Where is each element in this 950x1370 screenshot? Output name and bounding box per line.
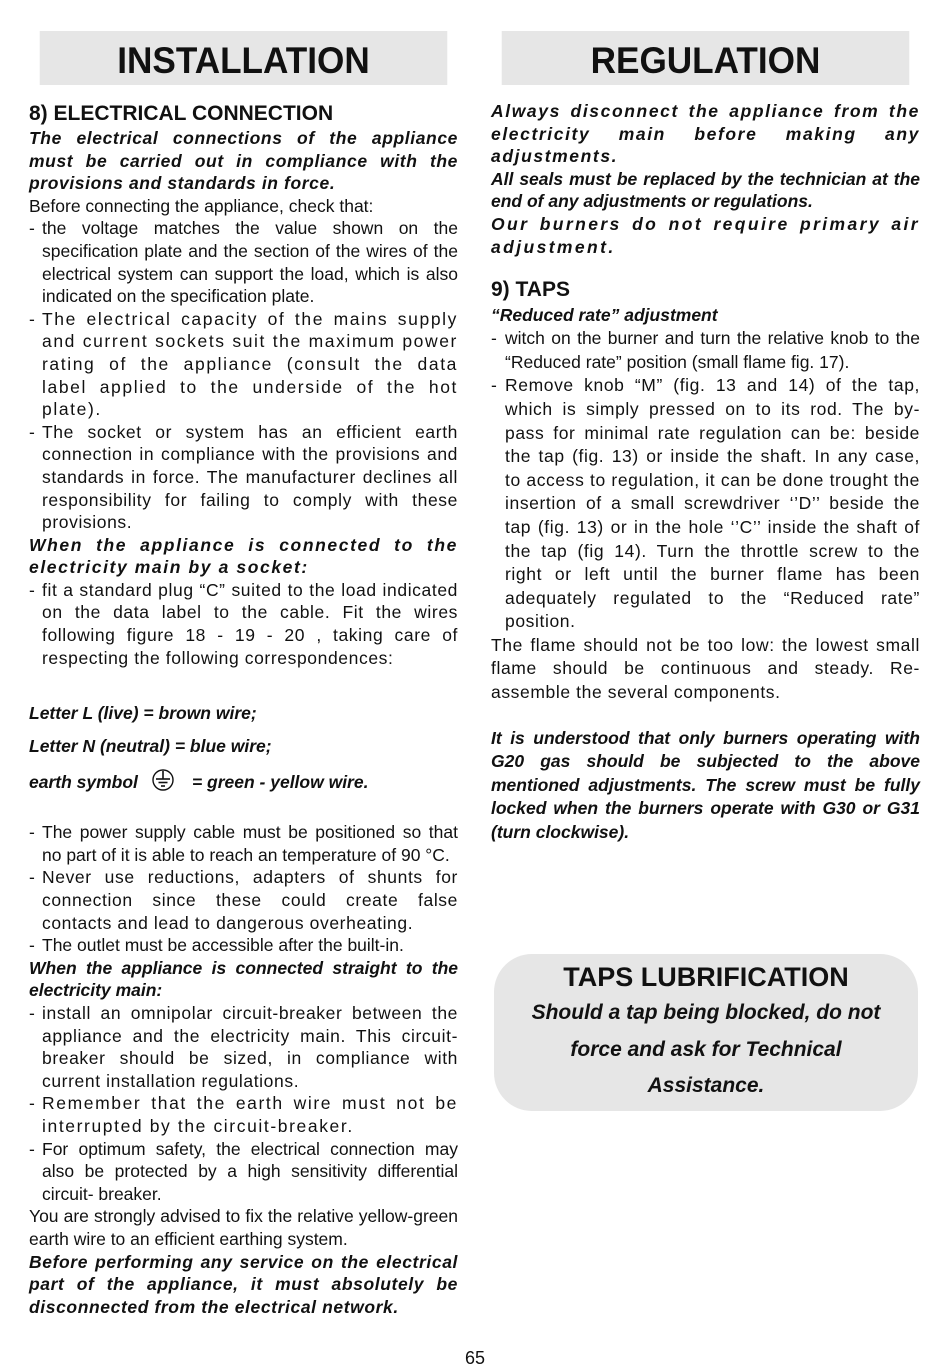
neutral-wire-correspondence: Letter N (neutral) = blue wire; — [29, 736, 272, 757]
gas-note: It is understood that only burners operating with G20 gas should be subjected to the above mentioned adjustments. The screw must be fully locked when the burners operate with G30 or G31 (turn clockwise). — [491, 727, 920, 843]
check-item: - the voltage matches the value shown on the specification plate and the section of the wires of the electrical system can support the load, which is also indicated on the specification plate. — [29, 218, 458, 307]
lubrification-text: Should a tap being blocked, do not force and ask for Technical Assistance. — [531, 1001, 881, 1097]
direct-connection-heading: When the appliance is connected straight to the electricity main: — [29, 957, 458, 1001]
lubrification-title: TAPS LUBRIFICATION — [563, 962, 849, 992]
installation-banner: INSTALLATION — [40, 31, 448, 85]
direct-item: - Remember that the earth wire must not be interrupted by the circuit-breaker. — [29, 1093, 458, 1136]
installation-column — [29, 31, 458, 1318]
direct-item: - install an omnipolar circuit-breaker between the appliance and the electricity main. This circuit-breaker should be sized, in compliance with current installation regulations. — [29, 1003, 458, 1091]
direct-item: - For optimum safety, the electrical connection may also be protected by a high sensitivity differential circuit- breaker. — [29, 1138, 458, 1204]
earth-wire-correspondence: earth symbol = green - yellow wire. — [29, 768, 458, 797]
taps-lubrification-box — [494, 954, 918, 1111]
socket-item: - fit a standard plug “C” suited to the load indicated on the data label to the cable. Fit the wires following figure 18 - 19 - 20 , taking care of respecting the following correspondences: — [29, 579, 458, 668]
earth-ground-icon — [152, 768, 174, 797]
live-wire-correspondence: Letter L (live) = brown wire; — [29, 703, 257, 724]
flame-note: The flame should not be too low: the lowest small flame should be continuous and steady. Re-assemble the several components. — [491, 634, 920, 703]
regulation-banner: REGULATION — [502, 31, 910, 85]
final-warning: Before performing any service on the electrical part of the appliance, it must absolutely be disconnected from the electrical network. — [29, 1251, 458, 1317]
cable-item: - The power supply cable must be positioned so that no part of it is able to reach an temperature of 90 °C. — [29, 822, 458, 865]
regulation-intro-line: Always disconnect the appliance from the electricity main before making any adjustments. — [491, 101, 920, 167]
regulation-intro-line: All seals must be replaced by the technician at the end of any adjustments or regulations. — [491, 168, 920, 212]
electrical-intro: The electrical connections of the appliance must be carried out in compliance with the provisions and standards in force. — [29, 128, 458, 194]
taps-title: 9) TAPS — [491, 278, 570, 302]
check-item: - The electrical capacity of the mains supply and current sockets suit the maximum power rating of the appliance (consult the data label applied to the underside of the hot plate). — [29, 308, 458, 420]
taps-item: - Remove knob “M” (fig. 13 and 14) of the tap, which is simply pressed on to its rod. The by-pass for minimal rate regulation can be: beside the tap (fig. 13) or inside the shaft. In any case, to access to regulation, it can be done trought the insertion of a small screwdriver ‘’D’’ beside the tap (fig. 13) or in the hole ‘’C’’ inside the shaft of the tap (fig 14). Turn the throttle screw to the right or left until the burner flame has been adequately regulated to the “Reduced rate” position. — [491, 375, 920, 632]
electrical-connection-title: 8) ELECTRICAL CONNECTION — [29, 102, 334, 125]
reduced-rate-subheading: “Reduced rate” adjustment — [491, 305, 718, 326]
earthing-advice: You are strongly advised to fix the relative yellow-green earth wire to an efficient earthing system. — [29, 1206, 458, 1249]
page-number: 65 — [464, 1348, 486, 1368]
regulation-column — [491, 31, 920, 845]
cable-item: - Never use reductions, adapters of shunts for connection since these could create false contacts and lead to dangerous overheating. — [29, 867, 458, 933]
cable-item: - The outlet must be accessible after the built-in. — [29, 935, 404, 956]
socket-heading: When the appliance is connected to the electricity main by a socket: — [29, 534, 458, 578]
check-intro: Before connecting the appliance, check that: — [29, 195, 374, 216]
taps-item: - witch on the burner and turn the relative knob to the “Reduced rate” position (small flame fig. 17). — [491, 328, 920, 372]
check-item: - The socket or system has an efficient earth connection in compliance with the provisions and standards in force. The manufacturer declines all responsibility for failing to comply with these provisions. — [29, 421, 458, 533]
regulation-intro-line: Our burners do not require primary air adjustment. — [491, 213, 920, 257]
